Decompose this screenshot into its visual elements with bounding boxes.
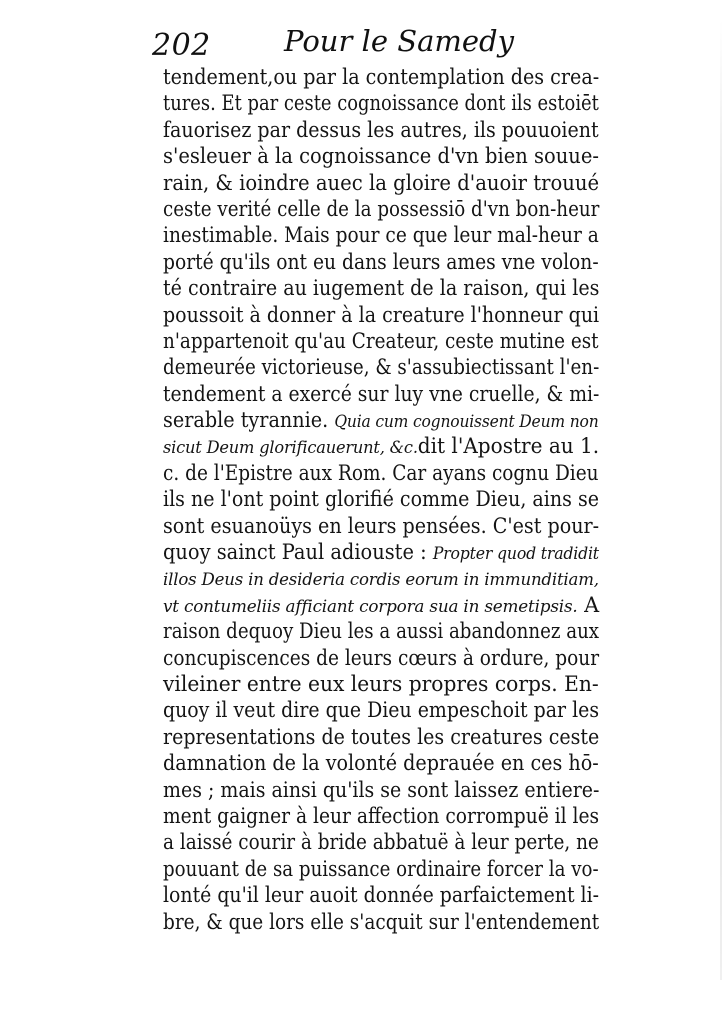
text-line: lonté qu'il leur auoit donnée parfaictement li- [163, 883, 600, 908]
text-line: raison dequoy Dieu les a aussi abandonnez aux [163, 619, 600, 644]
text-line: fauorisez par dessus les autres, ils pouuoient [163, 117, 599, 142]
latin-quote: illos Deus in desideria cordis eorum in immunditiam, [163, 570, 599, 591]
text-roman: A [584, 592, 600, 617]
text-line: s'esleuer à la cognoissance d'vn bien souue- [163, 144, 599, 169]
text-line-mixed [163, 407, 599, 433]
text-line: rain, & ioindre auec la gloire d'auoir trouué [163, 170, 600, 195]
text-line: a laissé courir à bride abbatuë à leur perte, ne [163, 830, 599, 855]
latin-quote: sicut Deum glorificauerunt, &c. [163, 438, 418, 459]
text-line: representations de toutes les creatures ceste [163, 724, 600, 749]
text-line: ceste verité celle de la possessiō d'vn bon-heur [163, 196, 600, 221]
text-line-italic [163, 565, 599, 591]
text-line: demeurée victorieuse, & s'assubiectissant l'en- [163, 355, 600, 380]
text-roman: dit l'Apostre au 1. [417, 434, 600, 459]
text-line: bre, & que lors elle s'acquit sur l'entendement [163, 909, 600, 934]
text-line: concupiscences de leurs cœurs à ordure, pour [163, 645, 600, 670]
page-number: 202 [152, 28, 211, 63]
latin-quote: Propter quod tradidit [432, 544, 599, 565]
running-title: Pour le Samedy [284, 24, 514, 58]
text-line: tendement a exercé sur luy vne cruelle, & mi- [163, 381, 600, 406]
page-edge-shadow [720, 20, 722, 980]
text-line: mes ; mais ainsi qu'ils se sont laissez entiere- [163, 777, 600, 802]
text-line: sont esuanoüys en leurs pensées. C'est pour- [163, 513, 600, 538]
text-line: ment gaigner à leur affection corrompuë il les [163, 803, 600, 828]
text-roman: quoy sainct Paul adiouste : [163, 540, 427, 565]
text-line-mixed [163, 592, 599, 618]
text-line: inestimable. Mais pour ce que leur mal-heur a [163, 223, 599, 248]
text-line: té contraire au iugement de la raison, qui les [163, 276, 600, 301]
latin-quote: vt contumeliis afficiant corpora sua in semetipsis. [163, 596, 578, 617]
text-line: damnation de la volonté deprauée en ces hō- [163, 751, 599, 776]
text-line: tures. Et par ceste cognoissance dont ils estoiēt [163, 91, 599, 116]
text-line-mixed [163, 539, 599, 565]
text-roman: serable tyrannie. [163, 408, 329, 433]
text-line: poussoit à donner à la creature l'honneur qui [163, 302, 600, 327]
text-line: porté qu'ils ont eu dans leurs ames vne volon- [163, 249, 599, 274]
body-text [163, 64, 599, 935]
text-line: n'appartenoit qu'au Createur, ceste mutine est [163, 328, 599, 353]
text-line: vileiner entre eux leurs propres corps. En- [163, 671, 599, 696]
text-line: pouuant de sa puissance ordinaire forcer la vo- [163, 856, 599, 881]
text-line: tendement,ou par la contemplation des crea- [163, 65, 600, 89]
text-line-mixed [163, 433, 599, 459]
latin-quote: Quia cum cognouissent Deum non [334, 412, 599, 433]
text-line: c. de l'Epistre aux Rom. Car ayans cognu Dieu [163, 460, 599, 485]
text-line: ils ne l'ont point glorifié comme Dieu, ains se [163, 487, 599, 512]
text-line: quoy il veut dire que Dieu empeschoit par les [163, 698, 600, 723]
